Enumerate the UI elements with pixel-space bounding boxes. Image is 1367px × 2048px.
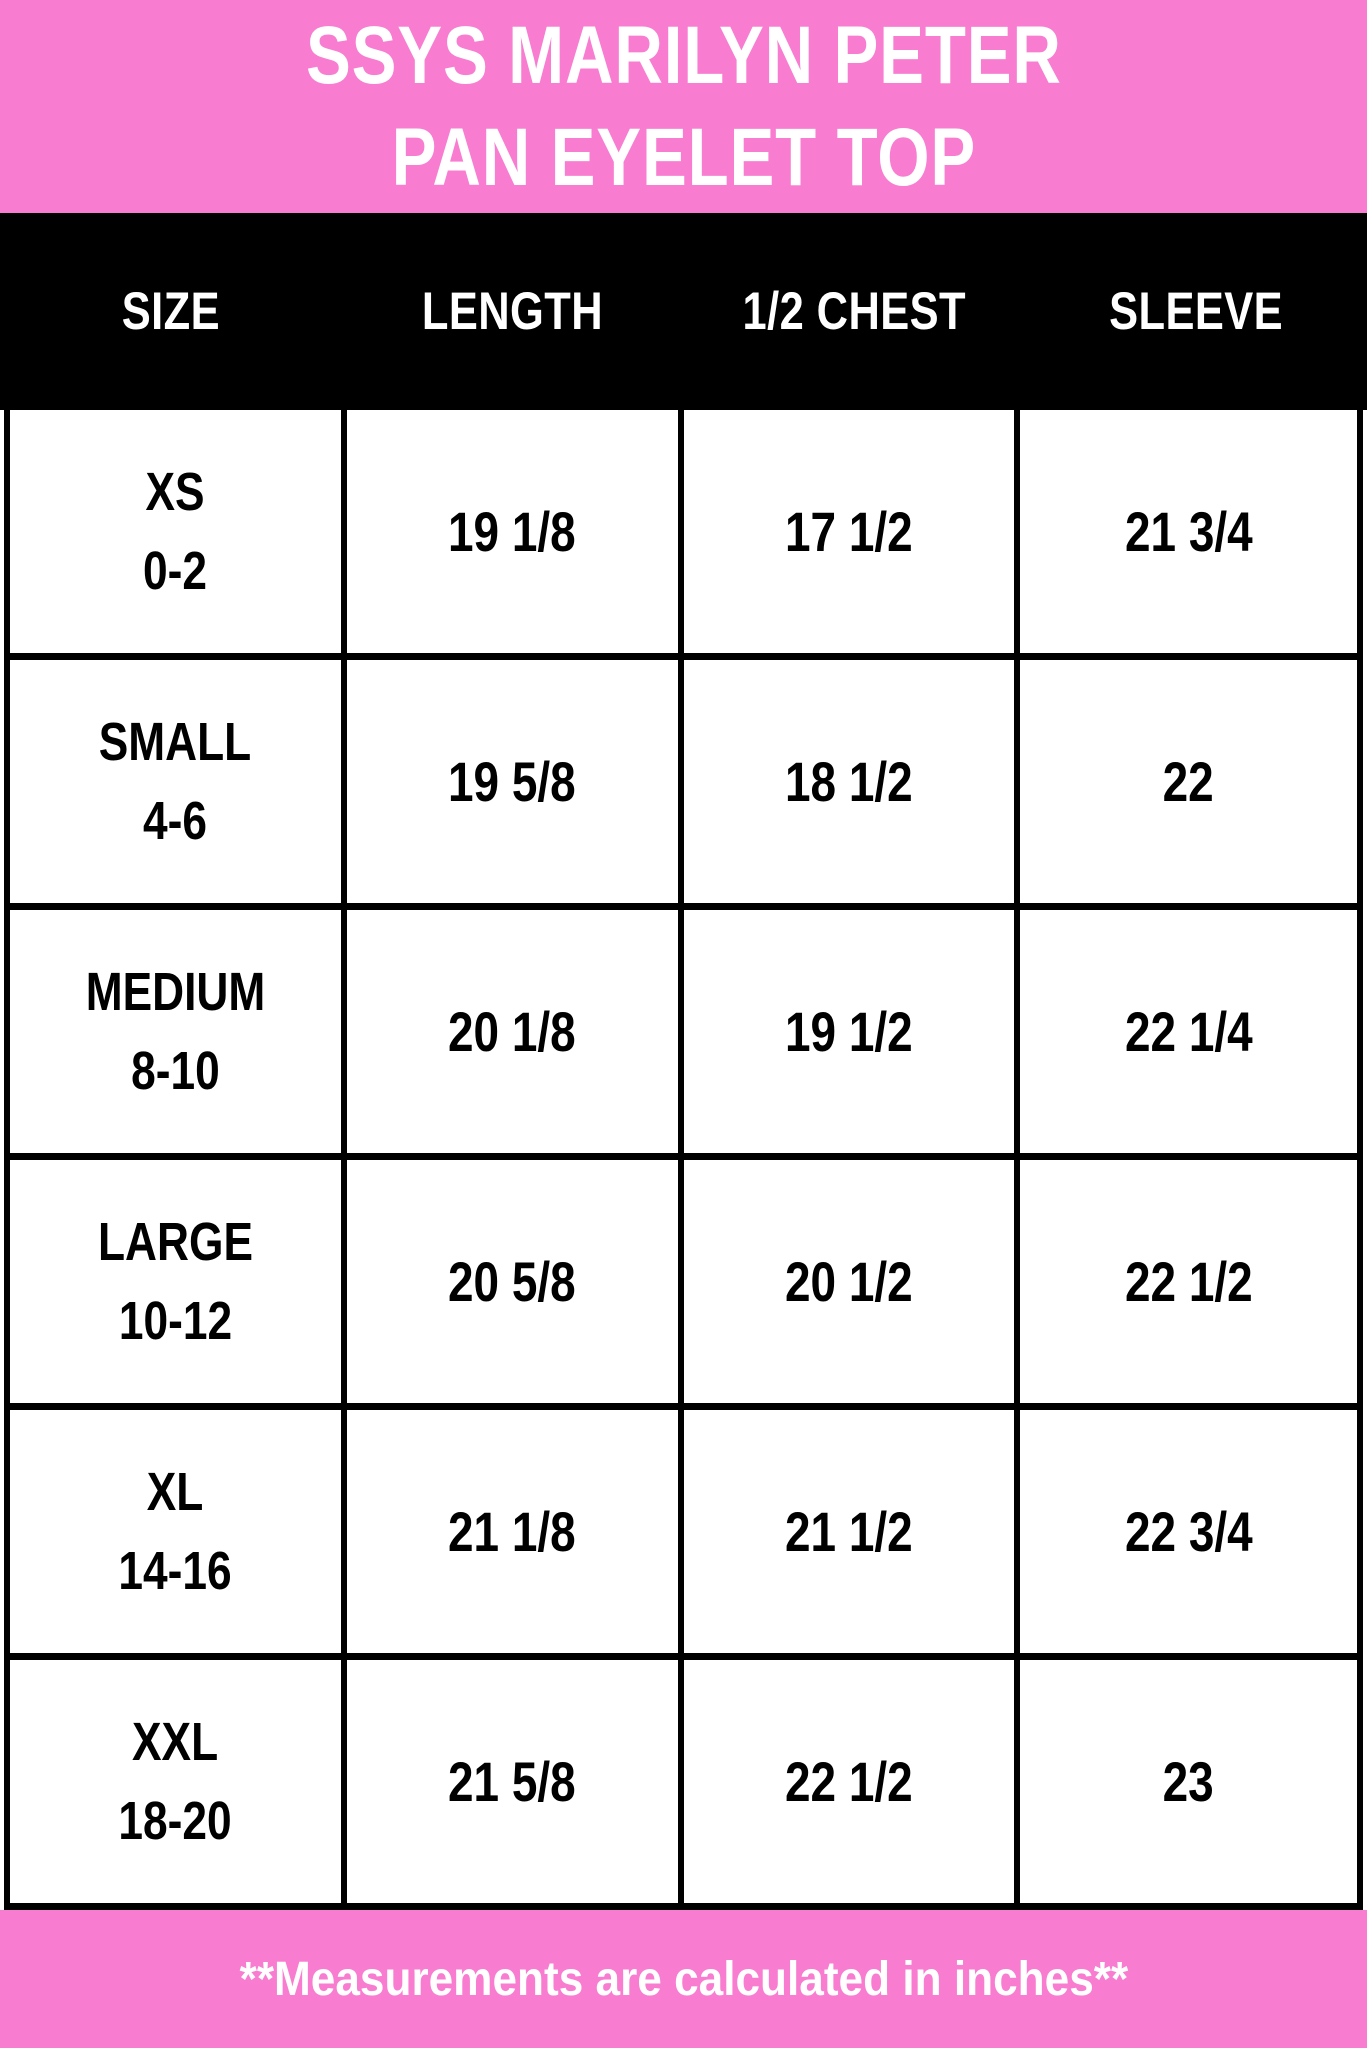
size-label: XL [147, 1462, 204, 1523]
cell-large-size [10, 1160, 347, 1410]
column-header-size: SIZE [121, 282, 220, 341]
cell-xxl-size [10, 1660, 347, 1910]
size-range: 0-2 [143, 540, 208, 601]
size-label: SMALL [99, 712, 252, 773]
size-range: 8-10 [131, 1040, 220, 1101]
size-table-grid [4, 410, 1363, 1910]
cell-medium-size [10, 910, 347, 1160]
cell-medium-length: 20 1/8 [347, 910, 684, 1160]
cell-xl-half-chest: 21 1/2 [684, 1410, 1021, 1660]
cell-small-size [10, 660, 347, 910]
size-range: 18-20 [118, 1790, 233, 1851]
cell-large-length: 20 5/8 [347, 1160, 684, 1410]
cell-xs-sleeve: 21 3/4 [1020, 410, 1357, 660]
size-label: MEDIUM [85, 962, 266, 1023]
cell-xxl-length: 21 5/8 [347, 1660, 684, 1910]
column-header-half-chest: 1/2 CHEST [742, 282, 967, 341]
cell-large-sleeve: 22 1/2 [1020, 1160, 1357, 1410]
size-label: XS [145, 462, 205, 523]
cell-large-half-chest: 20 1/2 [684, 1160, 1021, 1410]
cell-small-sleeve: 22 [1020, 660, 1357, 910]
cell-xs-half-chest: 17 1/2 [684, 410, 1021, 660]
measurements-note: **Measurements are calculated in inches** [239, 1952, 1128, 2006]
cell-medium-sleeve: 22 1/4 [1020, 910, 1357, 1160]
size-table [0, 410, 1367, 1910]
product-title-line1: SSYS MARILYN PETER [305, 9, 1062, 101]
size-range: 10-12 [118, 1290, 233, 1351]
size-label: LARGE [97, 1212, 253, 1273]
cell-xl-sleeve: 22 3/4 [1020, 1410, 1357, 1660]
cell-small-length: 19 5/8 [347, 660, 684, 910]
cell-xs-size [10, 410, 347, 660]
column-header-length: LENGTH [422, 282, 604, 341]
title-banner [0, 0, 1367, 213]
size-range: 4-6 [143, 790, 208, 851]
table-header-row [0, 213, 1367, 410]
cell-xl-length: 21 1/8 [347, 1410, 684, 1660]
cell-xs-length: 19 1/8 [347, 410, 684, 660]
column-header-sleeve: SLEEVE [1109, 282, 1284, 341]
product-title [306, 5, 1062, 208]
size-label: XXL [132, 1712, 219, 1773]
cell-xxl-sleeve: 23 [1020, 1660, 1357, 1910]
product-title-line2: PAN EYELET TOP [391, 111, 976, 203]
size-range: 14-16 [118, 1540, 233, 1601]
cell-xxl-half-chest: 22 1/2 [684, 1660, 1021, 1910]
cell-small-half-chest: 18 1/2 [684, 660, 1021, 910]
cell-xl-size [10, 1410, 347, 1660]
cell-medium-half-chest: 19 1/2 [684, 910, 1021, 1160]
footer-note-banner [0, 1910, 1367, 2048]
